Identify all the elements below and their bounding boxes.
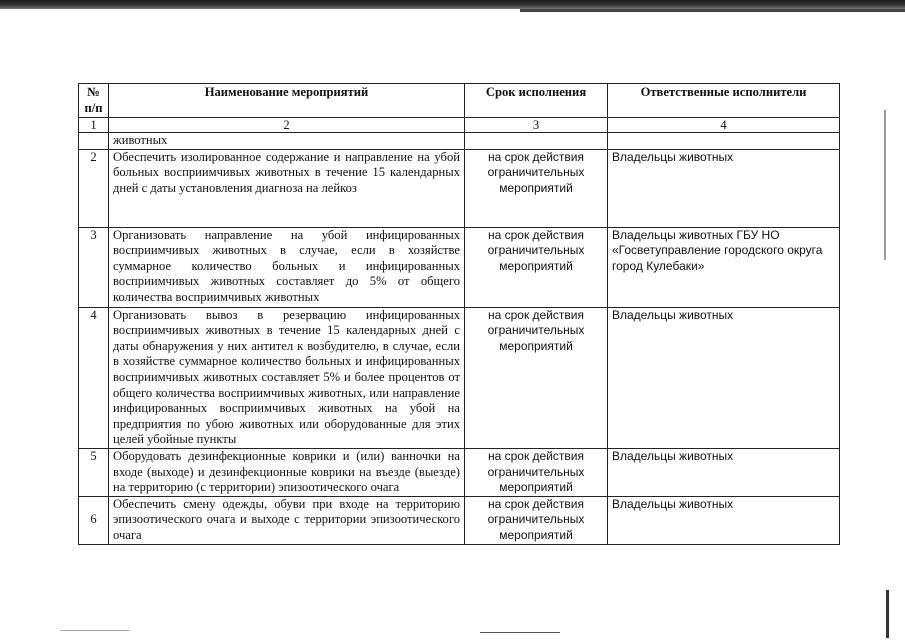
row-number: 5 — [79, 448, 109, 496]
table-row — [79, 307, 840, 448]
measure-term: на срок действия ограничительных мероприятий — [465, 448, 608, 496]
index-cell: 3 — [465, 118, 608, 133]
row-number: 3 — [79, 227, 109, 307]
continuation-row — [79, 133, 840, 150]
measure-responsible: Владельцы животных — [608, 149, 840, 227]
row-number: 6 — [79, 496, 109, 544]
index-cell: 1 — [79, 118, 109, 133]
table-row — [79, 227, 840, 307]
header-term: Срок исполнения — [465, 84, 608, 118]
measure-responsible: Владельцы животных — [608, 496, 840, 544]
row-number: 4 — [79, 307, 109, 448]
index-cell: 4 — [608, 118, 840, 133]
index-cell: 2 — [109, 118, 465, 133]
measure-name: Организовать вывоз в резервацию инфицированных восприимчивых животных в течение 15 календарных дней с даты обнаружения у них антител к возбудителю, в случае, если в хозяйстве суммарное количество больных и инфицированных восприимчивых животных составляет 5% и более процентов от общего количества восприимчивых животных, или направление инфицированных восприимчивых животных на убой на предприятия по убою животных или оборудованные для этих целей убойные пункты — [109, 307, 465, 448]
scan-edge-bar — [0, 0, 905, 9]
measure-responsible: Владельцы животных — [608, 307, 840, 448]
table-row — [79, 149, 840, 227]
measure-term: на срок действия ограничительных мероприятий — [465, 227, 608, 307]
measure-name: Обеспечить смену одежды, обуви при входе на территорию эпизоотического очага и выходе с территории эпизоотического очага — [109, 496, 465, 544]
measure-responsible: Владельцы животных ГБУ НО «Госветуправление городского округа город Кулебаки» — [608, 227, 840, 307]
measure-name: Организовать направление на убой инфицированных восприимчивых животных в случае, если в хозяйстве суммарное количество больных и инфицированных восприимчивых животных составляет до 5% от общего количества восприимчивых животных — [109, 227, 465, 307]
column-index-row — [79, 118, 840, 133]
row-number: 2 — [79, 149, 109, 227]
continuation-text: животных — [109, 133, 465, 150]
header-responsible: Ответственные исполнители — [608, 84, 840, 118]
table-row — [79, 448, 840, 496]
scan-edge-bar-tail — [520, 9, 905, 12]
measure-term: на срок действия ограничительных мероприятий — [465, 496, 608, 544]
measure-term: на срок действия ограничительных мероприятий — [465, 307, 608, 448]
scan-footer-line — [60, 630, 130, 631]
measures-table — [78, 83, 840, 545]
scan-footer-line — [480, 632, 560, 633]
header-name: Наименование мероприятий — [109, 84, 465, 118]
table-header-row — [79, 84, 840, 118]
measure-name: Оборудовать дезинфекционные коврики и (или) ванночки на входе (выходе) и дезинфекционные коврики на въезде (выезде) на территорию (с территории) эпизоотического очага — [109, 448, 465, 496]
measure-term: на срок действия ограничительных мероприятий — [465, 149, 608, 227]
measure-name: Обеспечить изолированное содержание и направление на убой больных восприимчивых животных в течение 15 календарных дней с даты установления диагноза на лейкоз — [109, 149, 465, 227]
header-num: № п/п — [79, 84, 109, 118]
table-row — [79, 496, 840, 544]
scan-mark-right-bottom — [886, 590, 889, 638]
measure-responsible: Владельцы животных — [608, 448, 840, 496]
scan-mark-right — [884, 110, 886, 260]
